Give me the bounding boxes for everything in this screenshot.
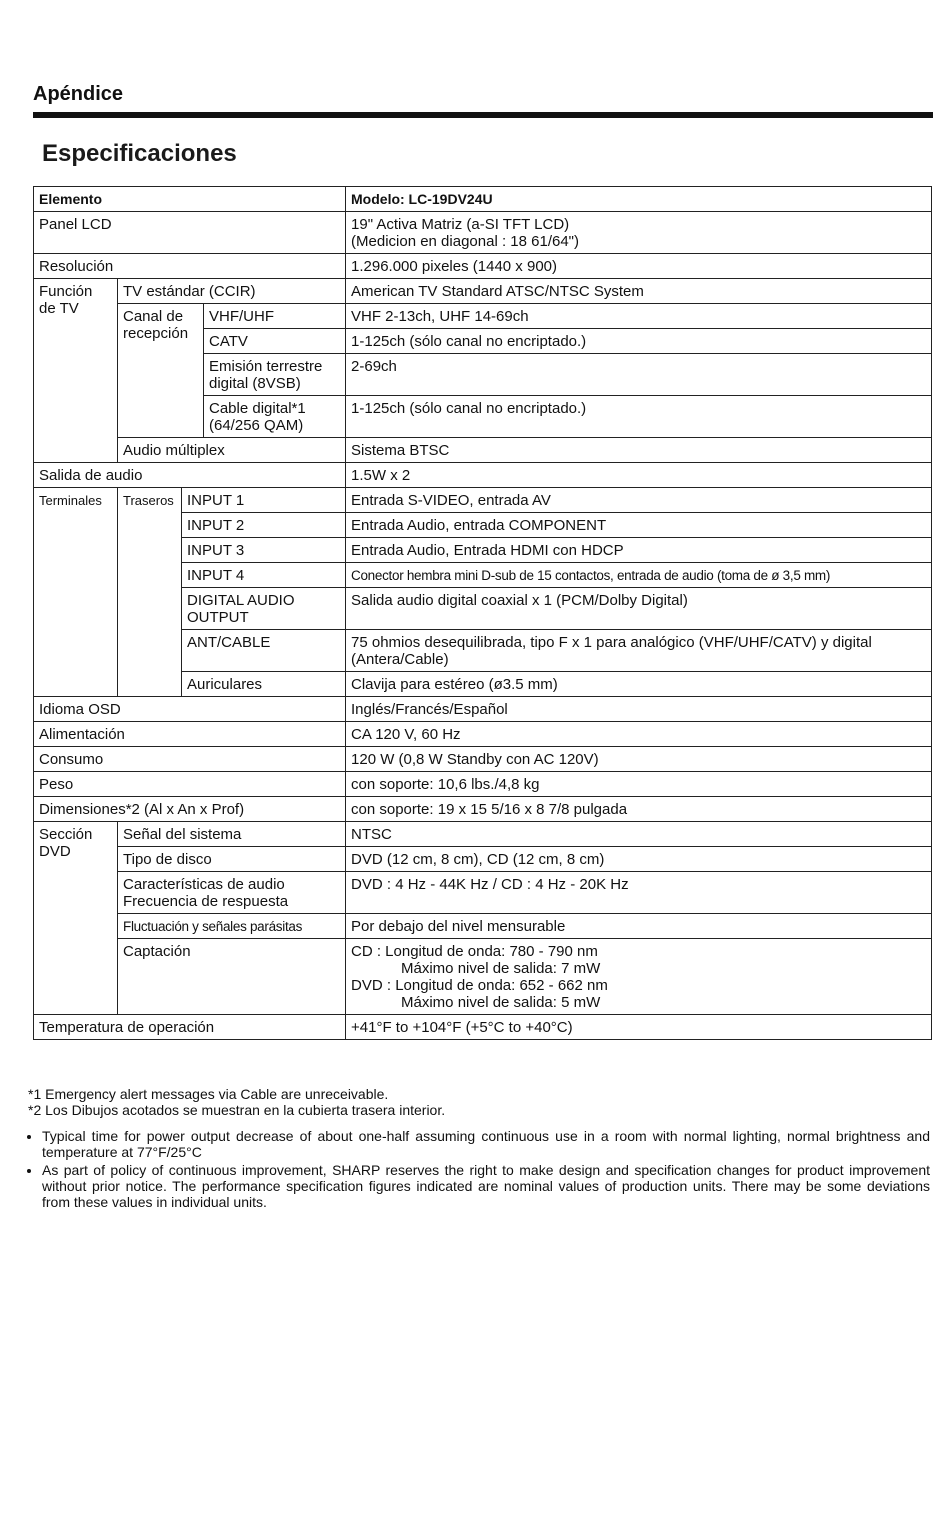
row-label: [118, 872, 346, 914]
row-value: con soporte: 19 x 15 5/16 x 8 7/8 pulgada: [346, 797, 932, 822]
row-label: TV estándar (CCIR): [118, 279, 346, 304]
row-value: CA 120 V, 60 Hz: [346, 722, 932, 747]
row-label: INPUT 1: [182, 488, 346, 513]
row-value: Entrada S-VIDEO, entrada AV: [346, 488, 932, 513]
row-label: INPUT 4: [182, 563, 346, 588]
row-label: VHF/UHF: [204, 304, 346, 329]
table-row: [34, 747, 932, 772]
table-row: [34, 872, 932, 914]
row-value: Inglés/Francés/Español: [346, 697, 932, 722]
row-label: INPUT 3: [182, 538, 346, 563]
table-row: [34, 438, 932, 463]
row-value: +41°F to +104°F (+5°C to +40°C): [346, 1015, 932, 1040]
bullet-item: • As part of policy of continuous improvement, SHARP reserves the right to make design and specification changes for product improvement without prior notice. The performance specification figures indicated are nominal values of production units. There may be some deviations from these values in individual units.: [42, 1162, 930, 1210]
row-label: Temperatura de operación: [34, 1015, 346, 1040]
row-value: Conector hembra mini D-sub de 15 contactos, entrada de audio (toma de ø 3,5 mm): [346, 563, 932, 588]
freq-label-line2: Frecuencia de respuesta: [123, 893, 289, 910]
row-value: Entrada Audio, entrada COMPONENT: [346, 513, 932, 538]
tv-label: Función de TV: [34, 279, 118, 463]
pickup-dvd-line1: DVD : Longitud de onda: 652 - 662 nm: [351, 977, 608, 994]
row-value: 1-125ch (sólo canal no encriptado.): [346, 329, 932, 354]
row-value: Por debajo del nivel mensurable: [346, 914, 932, 939]
rear-label: Traseros: [118, 488, 182, 697]
pickup-cd-line1: CD : Longitud de onda: 780 - 790 nm: [351, 943, 598, 960]
row-value: NTSC: [346, 822, 932, 847]
row-label: Cable digital*1 (64/256 QAM): [204, 396, 346, 438]
table-row: [34, 847, 932, 872]
header-model: Modelo: LC-19DV24U: [346, 187, 932, 212]
table-row: [34, 697, 932, 722]
row-label: Consumo: [34, 747, 346, 772]
bullet-item: • Typical time for power output decrease of about one-half assuming continuous use in a room with normal lighting, normal brightness and temperature at 77°F/25°C: [42, 1128, 930, 1160]
row-label: Alimentación: [34, 722, 346, 747]
row-value: 2-69ch: [346, 354, 932, 396]
row-label: Auriculares: [182, 672, 346, 697]
bullet-list: [28, 1128, 930, 1210]
row-label: CATV: [204, 329, 346, 354]
row-value: DVD : 4 Hz - 44K Hz / CD : 4 Hz - 20K Hz: [346, 872, 932, 914]
panel-line2: (Medicion en diagonal : 18 61/64"): [351, 233, 579, 250]
row-value: DVD (12 cm, 8 cm), CD (12 cm, 8 cm): [346, 847, 932, 872]
row-label: Audio múltiplex: [118, 438, 346, 463]
table-row: [34, 279, 932, 304]
row-label: Captación: [118, 939, 346, 1015]
row-value: [346, 939, 932, 1015]
table-row: [34, 463, 932, 488]
table-row: [34, 304, 932, 329]
table-row: [34, 1015, 932, 1040]
row-value: 120 W (0,8 W Standby con AC 120V): [346, 747, 932, 772]
table-row: [34, 914, 932, 939]
page-title: Especificaciones: [42, 140, 237, 167]
table-row: [34, 488, 932, 513]
table-row: [34, 939, 932, 1015]
panel-line1: 19" Activa Matriz (a-SI TFT LCD): [351, 216, 570, 233]
table-row: [34, 822, 932, 847]
row-value: con soporte: 10,6 lbs./4,8 kg: [346, 772, 932, 797]
row-value: [346, 212, 932, 254]
table-row: [34, 212, 932, 254]
table-row: [34, 772, 932, 797]
row-label: Peso: [34, 772, 346, 797]
table-row: [34, 722, 932, 747]
header-row: [34, 187, 932, 212]
row-value: Sistema BTSC: [346, 438, 932, 463]
channel-label: Canal de recepción: [118, 304, 204, 438]
row-label: Emisión terrestre digital (8VSB): [204, 354, 346, 396]
row-value: Clavija para estéreo (ø3.5 mm): [346, 672, 932, 697]
pickup-dvd-line2: Máximo nivel de salida: 5 mW: [401, 994, 601, 1011]
row-label: Salida de audio: [34, 463, 346, 488]
row-label: INPUT 2: [182, 513, 346, 538]
freq-label-line1: Características de audio: [123, 876, 285, 893]
terminals-label: Terminales: [34, 488, 118, 697]
table-row: [34, 254, 932, 279]
section-title: Apéndice: [33, 83, 124, 105]
table-row: [34, 797, 932, 822]
row-label: Dimensiones*2 (Al x An x Prof): [34, 797, 346, 822]
row-value: American TV Standard ATSC/NTSC System: [346, 279, 932, 304]
row-value: Salida audio digital coaxial x 1 (PCM/Dolby Digital): [346, 588, 932, 630]
row-label: DIGITAL AUDIO OUTPUT: [182, 588, 346, 630]
row-value: VHF 2-13ch, UHF 14-69ch: [346, 304, 932, 329]
row-value: 75 ohmios desequilibrada, tipo F x 1 para analógico (VHF/UHF/CATV) y digital (Antera/Cable): [346, 630, 932, 672]
row-value: 1-125ch (sólo canal no encriptado.): [346, 396, 932, 438]
row-label: Resolución: [34, 254, 346, 279]
row-label: Tipo de disco: [118, 847, 346, 872]
spec-table: [33, 186, 932, 1040]
row-label: Idioma OSD: [34, 697, 346, 722]
dvd-label: Sección DVD: [34, 822, 118, 1015]
header-item: Elemento: [34, 187, 346, 212]
row-label: ANT/CABLE: [182, 630, 346, 672]
row-label: Señal del sistema: [118, 822, 346, 847]
pickup-cd-line2: Máximo nivel de salida: 7 mW: [401, 960, 601, 977]
row-value: Entrada Audio, Entrada HDMI con HDCP: [346, 538, 932, 563]
footnote-2: *2 Los Dibujos acotados se muestran en la cubierta trasera interior.: [28, 1102, 446, 1118]
row-label: Panel LCD: [34, 212, 346, 254]
footnote-1: *1 Emergency alert messages via Cable are unreceivable.: [28, 1086, 389, 1102]
row-value: 1.296.000 pixeles (1440 x 900): [346, 254, 932, 279]
row-value: 1.5W x 2: [346, 463, 932, 488]
section-rule: [33, 112, 933, 118]
notes: [28, 1086, 930, 1212]
row-label: Fluctuación y señales parásitas: [118, 914, 346, 939]
